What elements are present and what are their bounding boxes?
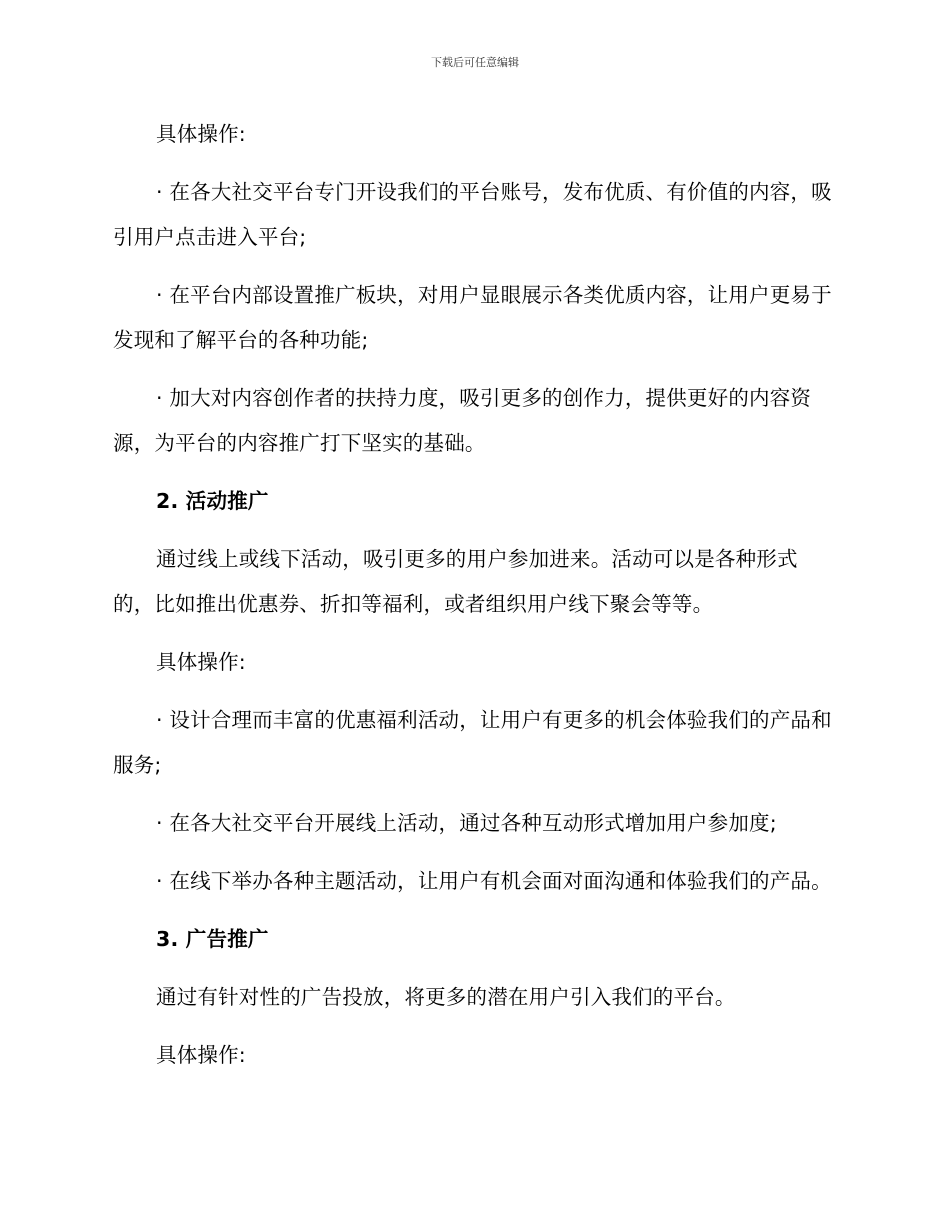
document-body bbox=[113, 112, 835, 1091]
section-heading: 2. 活动推广 bbox=[156, 489, 269, 513]
operations-label: 具体操作: bbox=[156, 1043, 246, 1067]
operations-label: 具体操作: bbox=[156, 122, 246, 146]
list-item: · 在各大社交平台开展线上活动，通过各种互动形式增加用户参加度; bbox=[156, 811, 777, 835]
header-note: 下载后可任意编辑 bbox=[431, 56, 519, 69]
list-item: · 在平台内部设置推广板块，对用户显眼展示各类优质内容，让用户更易于发现和了解平台的各种功能; bbox=[113, 283, 832, 352]
section-heading: 3. 广告推广 bbox=[156, 927, 269, 951]
list-item: · 加大对内容创作者的扶持力度，吸引更多的创作力，提供更好的内容资源，为平台的内容推广打下坚实的基础。 bbox=[113, 386, 812, 455]
section-intro: 通过有针对性的广告投放，将更多的潜在用户引入我们的平台。 bbox=[156, 985, 736, 1009]
section-intro: 通过线上或线下活动，吸引更多的用户参加进来。活动可以是各种形式的，比如推出优惠券、折扣等福利，或者组织用户线下聚会等等。 bbox=[113, 547, 798, 616]
list-item: · 在各大社交平台专门开设我们的平台账号，发布优质、有价值的内容，吸引用户点击进入平台; bbox=[113, 180, 832, 249]
list-item: · 设计合理而丰富的优惠福利活动，让用户有更多的机会体验我们的产品和服务; bbox=[113, 708, 832, 777]
list-item: · 在线下举办各种主题活动，让用户有机会面对面沟通和体验我们的产品。 bbox=[156, 869, 832, 893]
operations-label: 具体操作: bbox=[156, 650, 246, 674]
